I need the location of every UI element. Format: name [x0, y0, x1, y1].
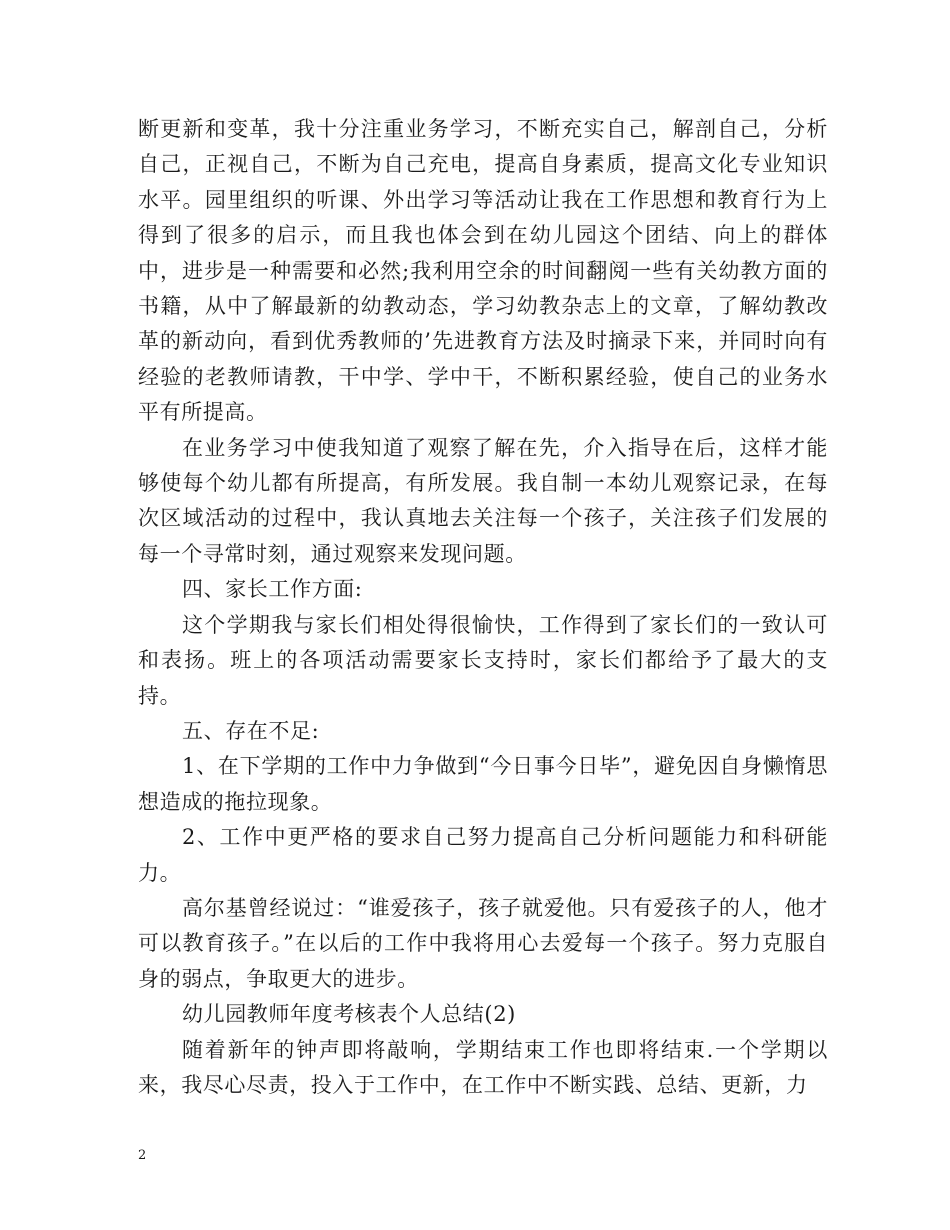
paragraph-4: 随着新年的钟声即将敲响，学期结束工作也即将结束.一个学期以来，我尽心尽责，投入于工作中，在工作中不断实践、总结、更新，力 — [138, 1037, 828, 1097]
section-heading-shortcomings: 五、存在不足: — [182, 718, 320, 743]
document-body — [138, 112, 828, 1103]
section-heading-parent-work: 四、家长工作方面: — [182, 577, 363, 602]
paragraph-quote: 高尔基曾经说过：“谁爱孩子，孩子就爱他。只有爱孩子的人，他才可以教育孩子。”在以后的工作中我将用心去爱每一个孩子。努力克服自身的弱点，争取更大的进步。 — [138, 895, 828, 991]
list-item-2: 2、工作中更严格的要求自己努力提高自己分析问题能力和科研能力。 — [138, 825, 828, 885]
paragraph-1: 断更新和变革，我十分注重业务学习，不断充实自己，解剖自己，分析自己，正视自己，不断为自己充电，提高自身素质，提高文化专业知识水平。园里组织的听课、外出学习等活动让我在工作思想和教育行为上得到了很多的启示，而且我也体会到在幼儿园这个团结、向上的群体中，进步是一种需要和必然;我利用空余的时间翻阅一些有关幼教方面的书籍，从中了解最新的幼教动态，学习幼教杂志上的文章，了解幼教改革的新动向，看到优秀教师的’先进教育方法及时摘录下来，并同时向有经验的老教师请教，干中学、学中干，不断积累经验，使自己的业务水平有所提高。 — [138, 117, 828, 425]
list-item-1: 1、在下学期的工作中力争做到“今日事今日毕”，避免因自身懒惰思想造成的拖拉现象。 — [138, 754, 828, 814]
page-number: 2 — [138, 1148, 147, 1163]
paragraph-3: 这个学期我与家长们相处得很愉快，工作得到了家长们的一致认可和表扬。班上的各项活动需要家长支持时，家长们都给予了最大的支持。 — [138, 612, 828, 708]
paragraph-2: 在业务学习中使我知道了观察了解在先，介入指导在后，这样才能够使每个幼儿都有所提高，有所发展。我自制一本幼儿观察记录，在每次区域活动的过程中，我认真地去关注每一个孩子，关注孩子们发展的每一个寻常时刻，通过观察来发现问题。 — [138, 435, 828, 566]
section-title: 幼儿园教师年度考核表个人总结(2) — [182, 1002, 516, 1027]
